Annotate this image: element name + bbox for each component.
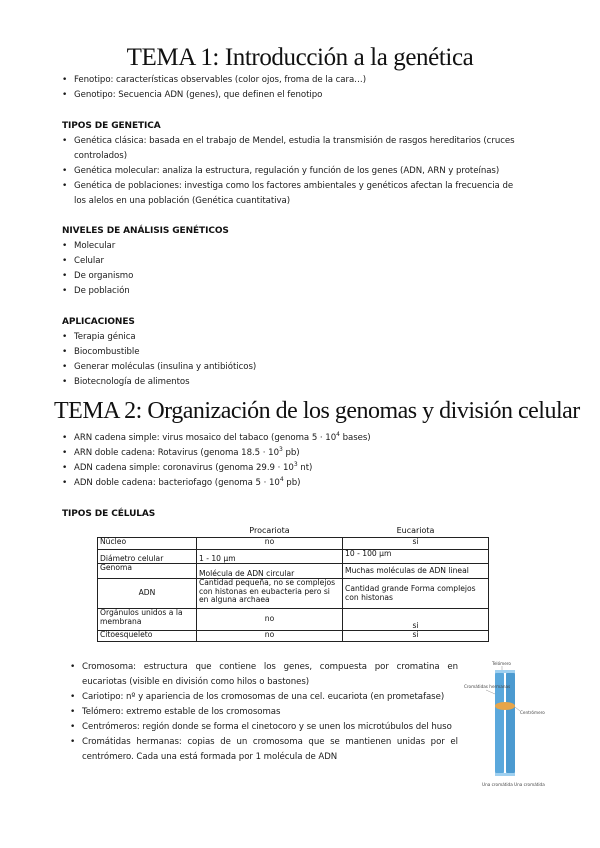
list-item: • Cromátidas hermanas: copias de un cromosoma que se mantienen unidas por el centrómero. Cada una está formada por 1 molécula de ADN: [64, 735, 458, 765]
exponent: 3: [293, 461, 298, 469]
list-item: • Molecular: [56, 239, 356, 254]
figure-label-cromatida-right: Una cromátida: [514, 782, 545, 787]
cell-eucariota: si: [343, 538, 489, 550]
list-item: • Genética clásica: basada en el trabajo de Mendel, estudia la transmisión de rasgos hereditarios (cruces: [56, 134, 556, 149]
list-item: • Generar moléculas (insulina y antibióticos): [56, 360, 356, 375]
table-row: [98, 579, 489, 609]
tema2-title: TEMA 2: Organización de los genomas y división celular: [54, 398, 580, 424]
list-item: • De población: [56, 284, 356, 299]
list-item: • Celular: [56, 254, 356, 269]
tema1-intro-list: [56, 73, 556, 103]
list-item: • Telómero: extremo estable de los cromosomas: [64, 705, 458, 720]
cell-eucariota: si: [343, 631, 489, 642]
exponent: 4: [336, 431, 340, 439]
genoma-unit: pb): [283, 478, 301, 488]
telomere-top: [495, 670, 515, 673]
cell-eucariota: si: [343, 609, 489, 631]
aplicaciones-list: [56, 330, 356, 390]
table-row: [98, 538, 489, 550]
list-item: • Genotipo: Secuencia ADN (genes), que definen el fenotipo: [56, 88, 556, 103]
table-header-row: [98, 527, 489, 538]
leader-line: [515, 707, 520, 711]
table-header-empty: [98, 527, 197, 538]
tipos-celulas-heading: TIPOS DE CÉLULAS: [62, 509, 156, 519]
list-item: • Terapia génica: [56, 330, 356, 345]
list-item-continuation: [56, 194, 556, 209]
figure-label-centromero: Centrómero: [520, 710, 545, 715]
list-item: • Centrómeros: región donde se forma el cinetocoro y se unen los microtúbulos del huso: [64, 720, 458, 735]
tipos-genetica-list: [56, 134, 556, 209]
row-label: Núcleo: [98, 538, 197, 550]
list-item: • Genética molecular: analiza la estructura, regulación y función de los genes (ADN, ARN y proteínas): [56, 164, 556, 179]
genoma-unit: pb): [282, 448, 300, 458]
centromere-mark: [495, 702, 515, 710]
leader-line: [486, 690, 495, 694]
celulas-table: [97, 527, 489, 642]
cell-procariota: Molécula de ADN circular: [196, 564, 342, 579]
list-item: • Cromosoma: estructura que contiene los genes, compuesta por cromatina en eucariotas (visible en división como hilos o bastones): [64, 660, 458, 690]
tema1-title: TEMA 1: Introducción a la genética: [126, 44, 474, 71]
list-item: • Fenotipo: características observables (color ojos, froma de la cara…): [56, 73, 556, 88]
row-label: ADN: [98, 579, 197, 609]
cell-procariota: no: [196, 538, 342, 550]
cell-eucariota: Muchas moléculas de ADN lineal: [343, 564, 489, 579]
list-item: [56, 461, 456, 476]
cell-procariota: no: [196, 631, 342, 642]
genoma-text: ARN cadena simple: virus mosaico del tabaco (genoma 5 · 10: [74, 433, 337, 443]
genoma-text: ADN cadena simple: coronavirus (genoma 29.9 · 10: [74, 463, 294, 473]
niveles-list: [56, 239, 356, 299]
row-label: Citoesqueleto: [98, 631, 197, 642]
table-row: [98, 550, 489, 564]
exponent: 4: [279, 476, 284, 484]
aplicaciones-heading: APLICACIONES: [62, 317, 135, 327]
list-item-continuation: [56, 149, 556, 164]
list-item: • Biocombustible: [56, 345, 356, 360]
table-header-eucariota: Eucariota: [343, 527, 489, 538]
cell-procariota: Cantidad pequeña, no se complejos con histonas en eubacteria pero si en alguna archaea: [196, 579, 342, 609]
tipos-genetica-heading: TIPOS DE GENETICA: [62, 121, 161, 131]
table-row: [98, 564, 489, 579]
figure-label-telomero: Telómero: [492, 661, 511, 666]
table-header-procariota: Procariota: [196, 527, 342, 538]
cell-procariota: 1 - 10 μm: [196, 550, 342, 564]
cell-procariota: no: [196, 609, 342, 631]
genomas-list: [56, 431, 456, 491]
cell-eucariota: 10 - 100 μm: [343, 550, 489, 564]
row-label: Orgánulos unidos a la membrana: [98, 609, 197, 631]
list-item: [56, 476, 456, 491]
row-label: Diámetro celular: [98, 550, 197, 564]
genoma-text: ARN doble cadena: Rotavirus (genoma 18.5 · 10: [74, 448, 279, 458]
table-row: [98, 631, 489, 642]
niveles-heading: NIVELES DE ANÁLISIS GENÉTICOS: [62, 226, 229, 236]
definiciones-list: [64, 660, 458, 765]
continuation-text: controlados): [74, 151, 127, 161]
chromosome-figure: [462, 660, 552, 790]
list-item: [56, 431, 456, 446]
list-item: • Biotecnología de alimentos: [56, 375, 356, 390]
exponent: 3: [278, 446, 283, 454]
list-item: [56, 446, 456, 461]
list-item: • Genética de poblaciones: investiga como los factores ambientales y genéticos afectan la frecuencia de: [56, 179, 556, 194]
list-item: • Cariotipo: nº y apariencia de los cromosomas de una cel. eucariota (en prometafase): [64, 690, 458, 705]
telomere-bottom: [495, 773, 515, 776]
cell-eucariota: Cantidad grande Forma complejos con histonas: [343, 579, 489, 609]
genoma-unit: bases): [339, 433, 371, 443]
table-row: [98, 609, 489, 631]
continuation-text: los alelos en una población (Genética cuantitativa): [74, 196, 291, 206]
figure-label-cromatida-left: Una cromátida: [482, 782, 513, 787]
genoma-unit: nt): [297, 463, 313, 473]
figure-label-cromatidas: Cromátidas hermanas: [464, 684, 511, 689]
list-item: • De organismo: [56, 269, 356, 284]
genoma-text: ADN doble cadena: bacteriofago (genoma 5 · 10: [74, 478, 280, 488]
row-label: Genoma: [98, 564, 197, 579]
